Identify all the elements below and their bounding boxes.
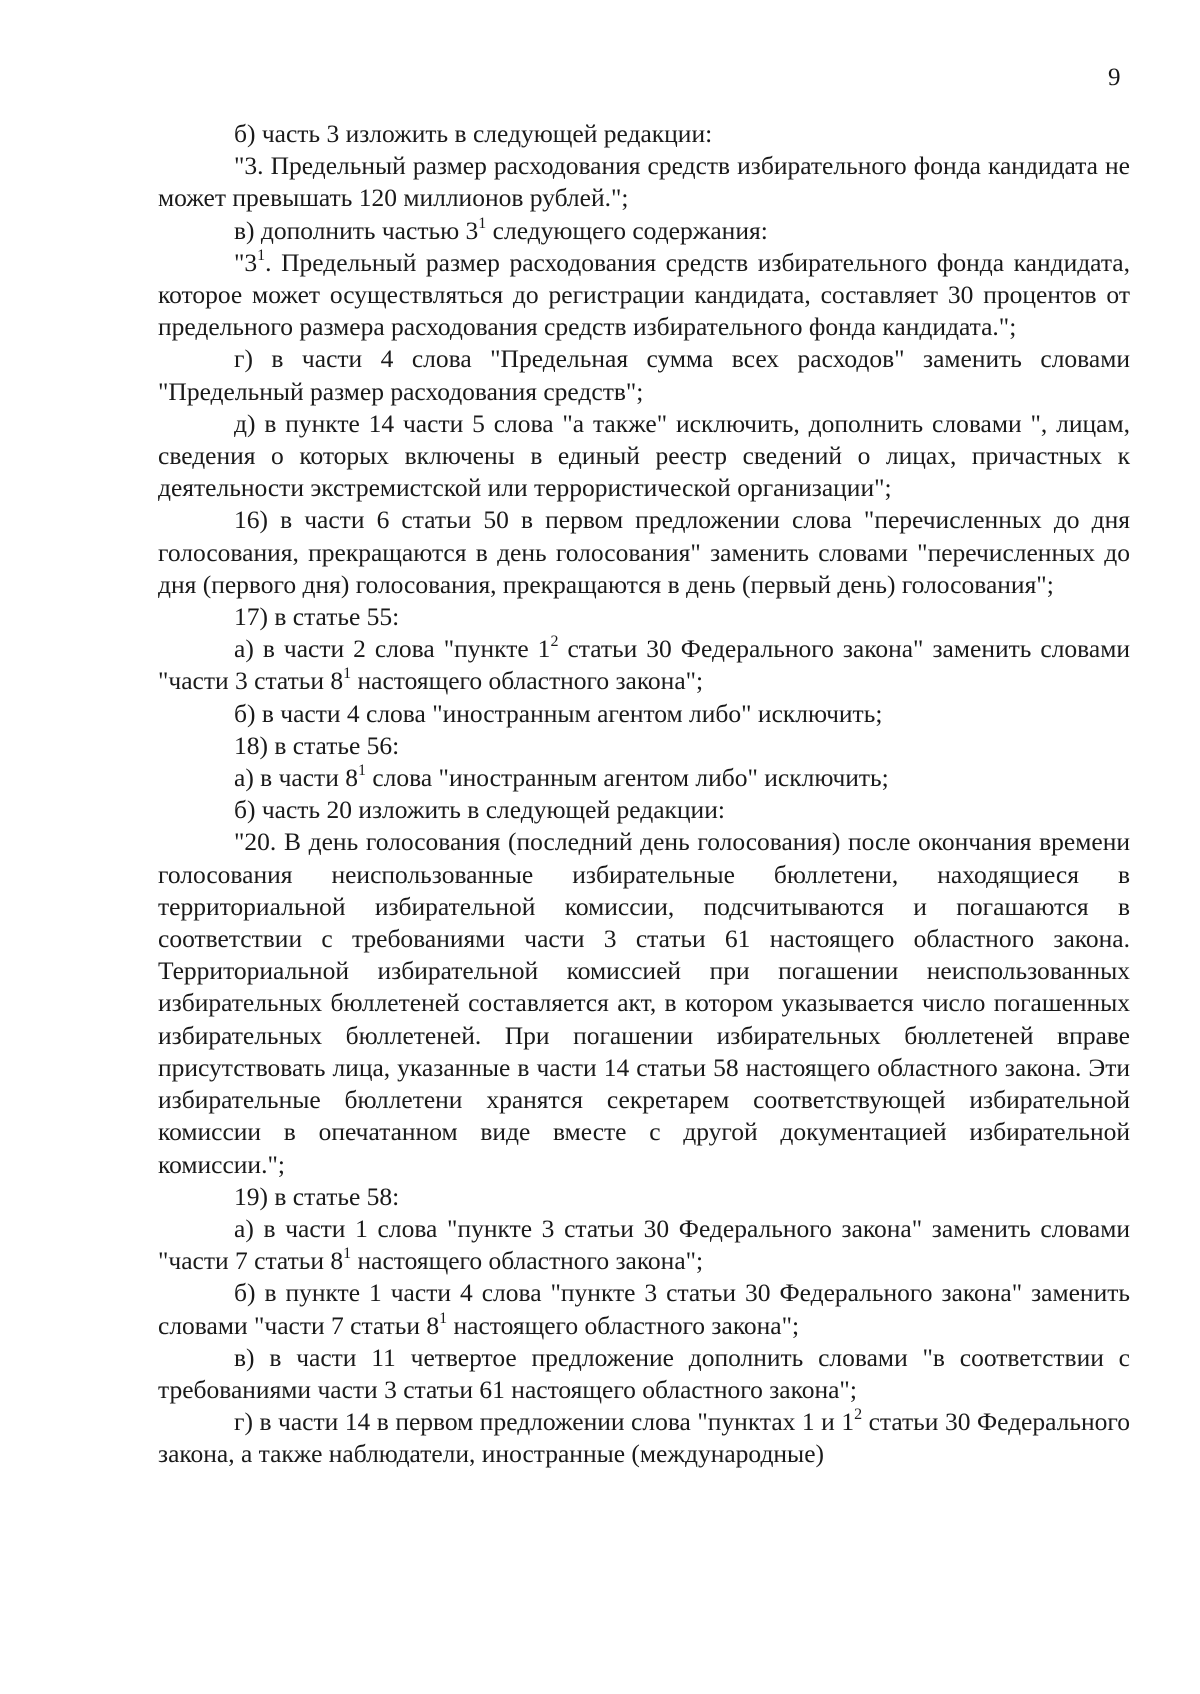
paragraph-text: "3. Предельный размер расходования средств избирательного фонда кандидата не может превышать 120 миллионов рублей."; xyxy=(158,151,1130,213)
superscript-index: 1 xyxy=(343,1245,352,1263)
paragraph xyxy=(158,730,1130,762)
paragraph-text: г) в части 4 слова "Предельная сумма всех расходов" заменить словами "Предельный размер расходования средств"; xyxy=(158,344,1130,406)
paragraph xyxy=(158,1213,1130,1277)
paragraph-text: а) в части 2 слова "пункте 1 xyxy=(234,634,551,664)
paragraph xyxy=(158,762,1130,794)
paragraph-text: д) в пункте 14 части 5 слова "а также" исключить, дополнить словами ", лицам, сведения о которых включены в единый реестр сведений о лицах, причастных к деятельности экстремистской или террористической организации"; xyxy=(158,408,1130,503)
paragraph-text: б) часть 3 изложить в следующей редакции: xyxy=(234,119,713,148)
paragraph-text: а) в части 1 слова "пункте 3 статьи 30 Федерального закона" заменить словами "части 7 статьи 8 xyxy=(158,1213,1130,1276)
paragraph xyxy=(158,215,1130,247)
paragraph xyxy=(158,601,1130,633)
paragraph xyxy=(158,343,1130,407)
paragraph-text: 19) в статье 58: xyxy=(234,1181,400,1211)
paragraph xyxy=(158,247,1130,344)
paragraph-text: настоящего областного закона"; xyxy=(447,1310,800,1340)
paragraph-text: б) часть 20 изложить в следующей редакции: xyxy=(234,795,725,825)
paragraph xyxy=(158,633,1130,697)
superscript-index: 1 xyxy=(439,1309,448,1327)
superscript-index: 1 xyxy=(478,214,487,232)
superscript-index: 1 xyxy=(343,665,352,683)
paragraph xyxy=(158,1181,1130,1213)
paragraph-text: слова "иностранным агентом либо" исключить; xyxy=(365,763,889,793)
paragraph-text: следующего содержания: xyxy=(486,215,768,245)
superscript-index: 1 xyxy=(257,246,266,264)
paragraph-text: б) в части 4 слова "иностранным агентом либо" исключить; xyxy=(234,698,883,728)
paragraph-text: настоящего областного закона"; xyxy=(351,1246,704,1276)
paragraph-text: статьи 30 Федерального закона" заменить словами "части 3 статьи 8 xyxy=(158,634,1130,696)
superscript-index: 2 xyxy=(854,1406,863,1424)
paragraph-text: 17) в статье 55: xyxy=(234,602,400,632)
paragraph-text: 16) в части 6 статьи 50 в первом предложении слова "перечисленных до дня голосования, прекращаются в день голосования" заменить словами "перечисленных до дня (первого дня) голосования, прекращаются в день (первый день) голосования"; xyxy=(158,505,1130,599)
paragraph xyxy=(158,1406,1130,1470)
paragraph xyxy=(158,150,1130,214)
paragraph-text: "3 xyxy=(234,247,258,277)
page-number: 9 xyxy=(1108,64,1121,91)
paragraph-text: настоящего областного закона"; xyxy=(351,666,704,696)
paragraph xyxy=(158,826,1130,1180)
paragraph xyxy=(158,408,1130,505)
superscript-index: 1 xyxy=(357,762,366,780)
paragraph-text: в) в части 11 четвертое предложение дополнить словами "в соответствии с требованиями части 3 статьи 61 настоящего областного закона"; xyxy=(158,1342,1130,1404)
paragraph xyxy=(158,118,1130,150)
paragraph-text: в) дополнить частью 3 xyxy=(234,215,479,245)
paragraph-text: статьи 30 Федерального закона, а также наблюдатели, иностранные (международные) xyxy=(158,1407,1130,1469)
paragraph-text: "20. В день голосования (последний день голосования) после окончания времени голосования неиспользованные избирательные бюллетени, находящиеся в территориальной избирательной комиссии, подсчитываются и погашаются в соответствии с требованиями части 3 статьи 61 настоящего областного закона. Территориальной избирательной комиссией при погашении неиспользованных избирательных бюллетеней составляется акт, в котором указывается число погашенных избирательных бюллетеней. При погашении избирательных бюллетеней вправе присутствовать лица, указанные в части 14 статьи 58 настоящего областного закона. Эти избирательные бюллетени хранятся секретарем соответствующей избирательной комиссии в опечатанном виде вместе с другой документацией избирательной комиссии."; xyxy=(158,827,1130,1179)
paragraph-text: б) в пункте 1 части 4 слова "пункте 3 статьи 30 Федерального закона" заменить словами "части 7 статьи 8 xyxy=(158,1278,1130,1340)
paragraph xyxy=(158,504,1130,601)
paragraph xyxy=(158,794,1130,826)
paragraph-text: а) в части 8 xyxy=(234,763,358,793)
paragraph xyxy=(158,698,1130,730)
superscript-index: 2 xyxy=(550,633,559,651)
document-body xyxy=(158,118,1130,1471)
paragraph-text: г) в части 14 в первом предложении слова "пунктах 1 и 1 xyxy=(234,1407,855,1437)
paragraph-text: 18) в статье 56: xyxy=(234,730,400,760)
paragraph xyxy=(158,1342,1130,1406)
paragraph-text: . Предельный размер расходования средств избирательного фонда кандидата, которое может осуществляться до регистрации кандидата, составляет 30 процентов от предельного размера расходования средств избирательного фонда кандидата."; xyxy=(158,247,1130,342)
paragraph xyxy=(158,1277,1130,1341)
